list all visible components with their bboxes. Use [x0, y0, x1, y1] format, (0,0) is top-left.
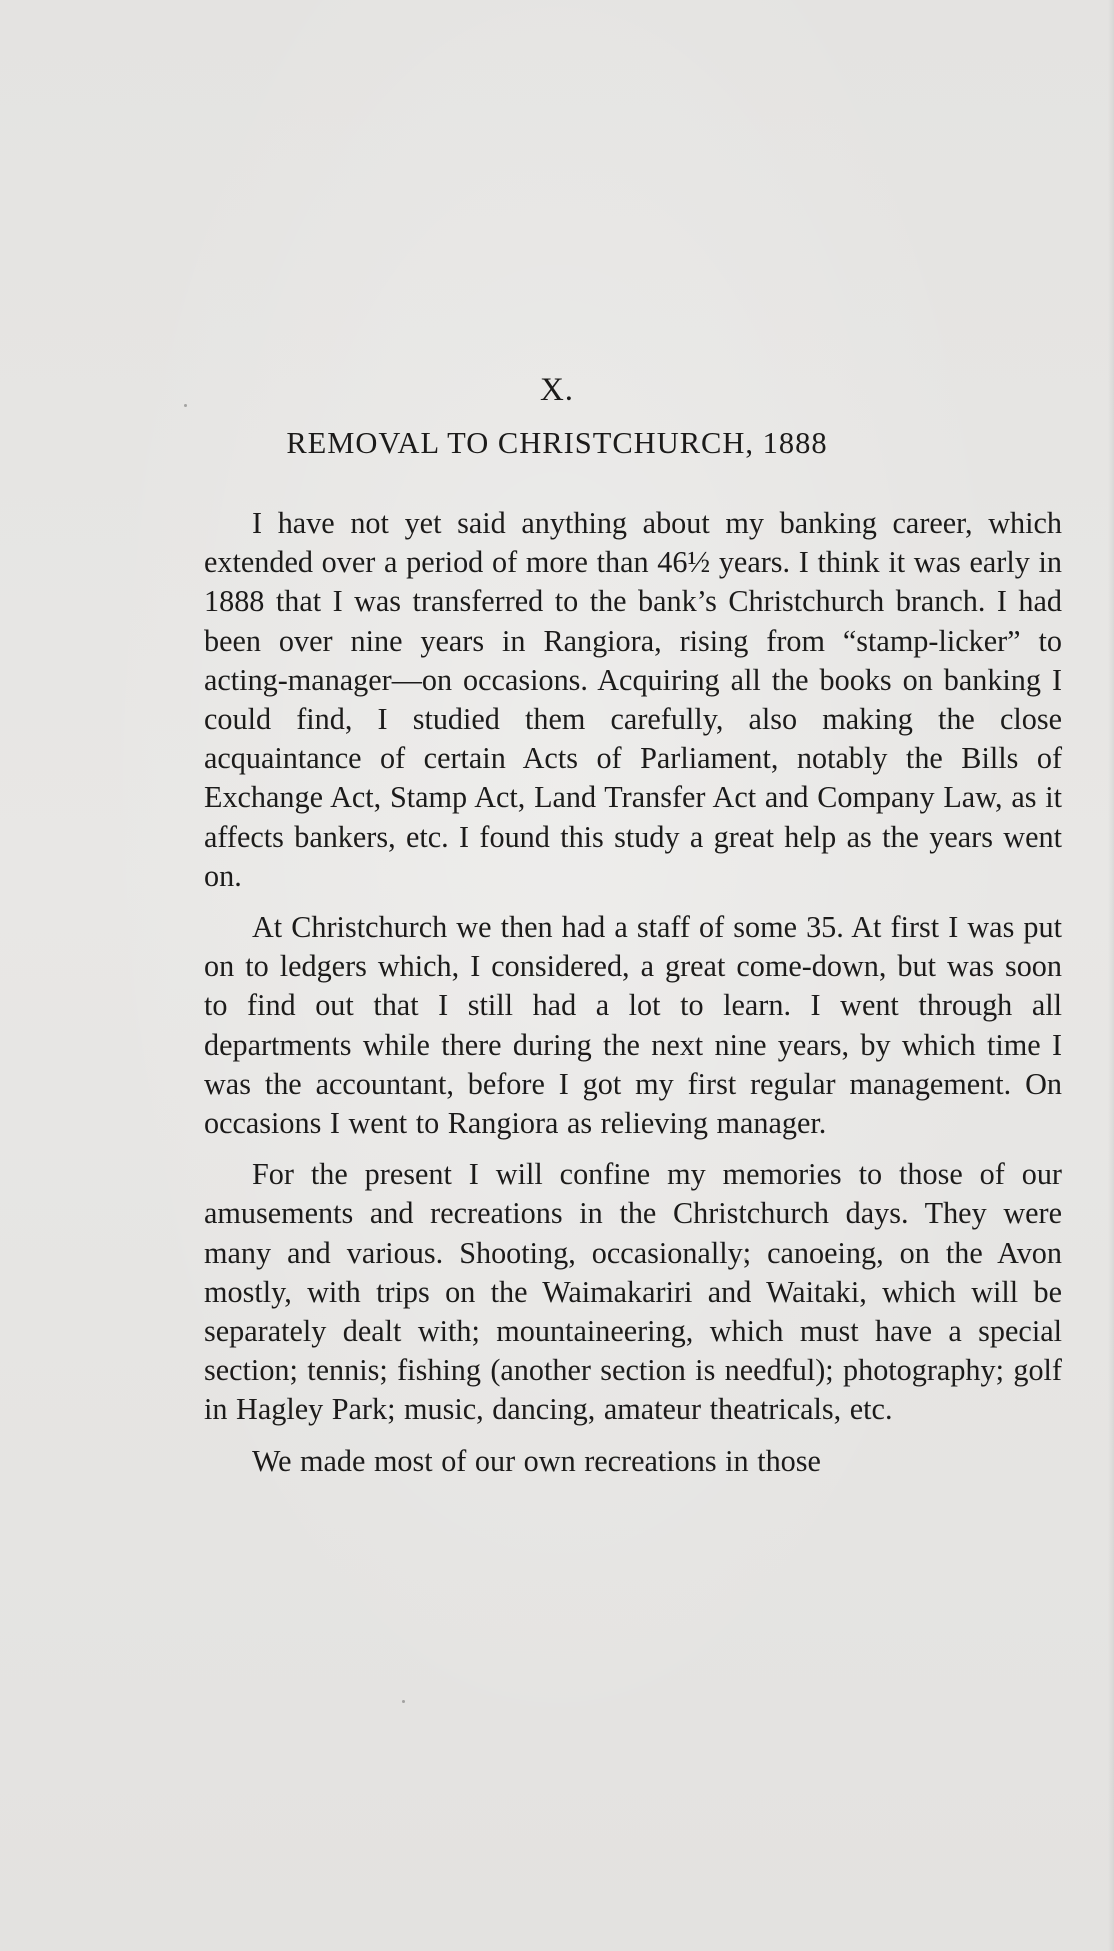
chapter-title: REMOVAL TO CHRISTCHURCH, 1888 — [286, 426, 828, 460]
paragraph-banking-career: I have not yet said anything about my banking career, which extended over a period of more than 46½ years. I think it was early in 1888 that I was transferred to the bank’s Christchurch branch. I had been over nine years in Rangiora, rising from “stamp-licker” to acting-manager—on occasions. Acquiring all the books on banking I could find, I studied them carefully, also making the close acquaintance of certain Acts of Parliament, notably the Bills of Exchange Act, Stamp Act, Land Transfer Act and Company Law, as it affects bankers, etc. I found this study a great help as the years went on. — [204, 506, 1062, 893]
paragraph-amusements: For the present I will confine my memories to those of our amusements and recreations in the Christchurch days. They were many and various. Shooting, occasionally; canoeing, on the Avon mostly, with trips on the Waimakariri and Waitaki, which will be separately dealt with; mountaineering, which must have a special section; tennis; fishing (another section is needful); photography; golf in Hagley Park; music, dancing, amateur theatricals, etc. — [204, 1157, 1062, 1427]
print-speck — [184, 404, 187, 407]
body-text — [204, 504, 1062, 1493]
paragraph-recreations: We made most of our own recreations in those — [252, 1443, 821, 1478]
print-speck — [744, 1258, 747, 1261]
print-speck — [402, 1700, 405, 1703]
chapter-number: X. — [539, 372, 575, 408]
page-edge-shadow — [1108, 0, 1114, 1951]
paragraph-christchurch-staff: At Christchurch we then had a staff of some 35. At first I was put on to ledgers which, I considered, a great come-down, but was soon to find out that I still had a lot to learn. I went through all departments while there during the next nine years, by which time I was the accountant, before I got my first regular management. On occasions I went to Rangiora as relieving manager. — [204, 910, 1062, 1141]
